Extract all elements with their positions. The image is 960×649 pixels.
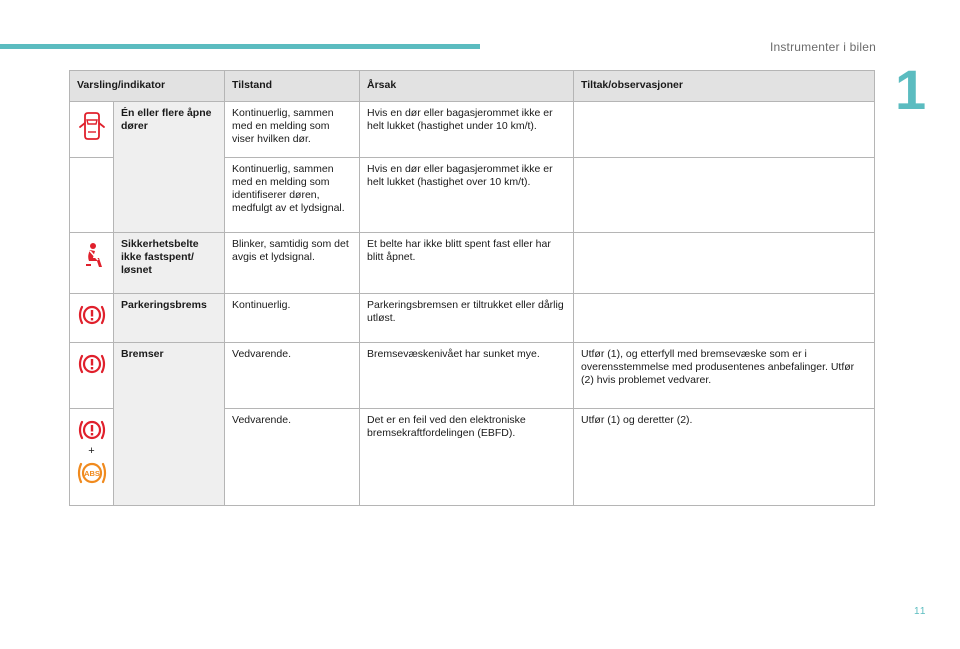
warning-indicator-table (69, 70, 875, 506)
indicator-icon-cell (70, 158, 114, 233)
column-header-tilstand: Tilstand (225, 71, 360, 102)
arsak-cell: Hvis en dør eller bagasjerommet ikke er helt lukket (hastighet over 10 km/t). (360, 158, 574, 233)
tilstand-cell: Kontinuerlig, sammen med en melding som identifiserer døren, medfulgt av et lydsignal. (225, 158, 360, 233)
indicator-name: Én eller flere åpne dører (114, 102, 225, 233)
brake-warning-icon (77, 351, 107, 377)
indicator-icon-cell (70, 233, 114, 294)
tiltak-cell: Utfør (1), og etterfyll med bremsevæske som er i overensstemmelse med produsentenes anbefalinger. Utfør (2) hvis problemet vedvarer. (574, 343, 875, 409)
column-header-tiltak: Tiltak/observasjoner (574, 71, 875, 102)
indicator-icon-cell (70, 294, 114, 343)
table-row (70, 294, 875, 343)
arsak-cell: Bremsevæskenivået har sunket mye. (360, 343, 574, 409)
tilstand-cell: Vedvarende. (225, 409, 360, 506)
column-header-indicator: Varsling/indikator (70, 71, 225, 102)
tilstand-cell: Kontinuerlig, sammen med en melding som viser hvilken dør. (225, 102, 360, 158)
arsak-cell: Hvis en dør eller bagasjerommet ikke er helt lukket (hastighet under 10 km/t). (360, 102, 574, 158)
tiltak-cell: Utfør (1) og deretter (2). (574, 409, 875, 506)
indicator-name: Parkeringsbrems (114, 294, 225, 343)
indicator-icon-cell (70, 409, 114, 506)
arsak-cell: Et belte har ikke blitt spent fast eller har blitt åpnet. (360, 233, 574, 294)
arsak-cell: Det er en feil ved den elektroniske bremsekraftfordelingen (EBFD). (360, 409, 574, 506)
table-row (70, 343, 875, 409)
column-header-arsak: Årsak (360, 71, 574, 102)
arsak-cell: Parkeringsbremsen er tiltrukket eller dårlig utløst. (360, 294, 574, 343)
tilstand-cell: Kontinuerlig. (225, 294, 360, 343)
indicator-icon-cell (70, 102, 114, 158)
abs-warning-icon (76, 459, 108, 487)
section-title: Instrumenter i bilen (769, 40, 876, 54)
table-row (70, 233, 875, 294)
indicator-name: Sikkerhetsbelte ikke fastspent/ løsnet (114, 233, 225, 294)
tiltak-cell (574, 294, 875, 343)
abs-label: ABS (83, 469, 100, 478)
table-header-row (70, 71, 875, 102)
table-row (70, 102, 875, 158)
accent-bar (0, 44, 480, 49)
brake-warning-icon (77, 417, 107, 443)
tiltak-cell (574, 158, 875, 233)
indicator-icon-cell (70, 343, 114, 409)
page-number: 11 (914, 606, 927, 617)
plus-sign: + (88, 445, 95, 457)
tilstand-cell: Blinker, samtidig som det avgis et lydsignal. (225, 233, 360, 294)
door-open-warning-icon (78, 110, 106, 142)
tiltak-cell (574, 102, 875, 158)
brake-warning-icon (77, 302, 107, 328)
tilstand-cell: Vedvarende. (225, 343, 360, 409)
indicator-name: Bremser (114, 343, 225, 506)
chapter-number: 1 (895, 58, 927, 121)
tiltak-cell (574, 233, 875, 294)
seatbelt-warning-icon (78, 241, 106, 271)
